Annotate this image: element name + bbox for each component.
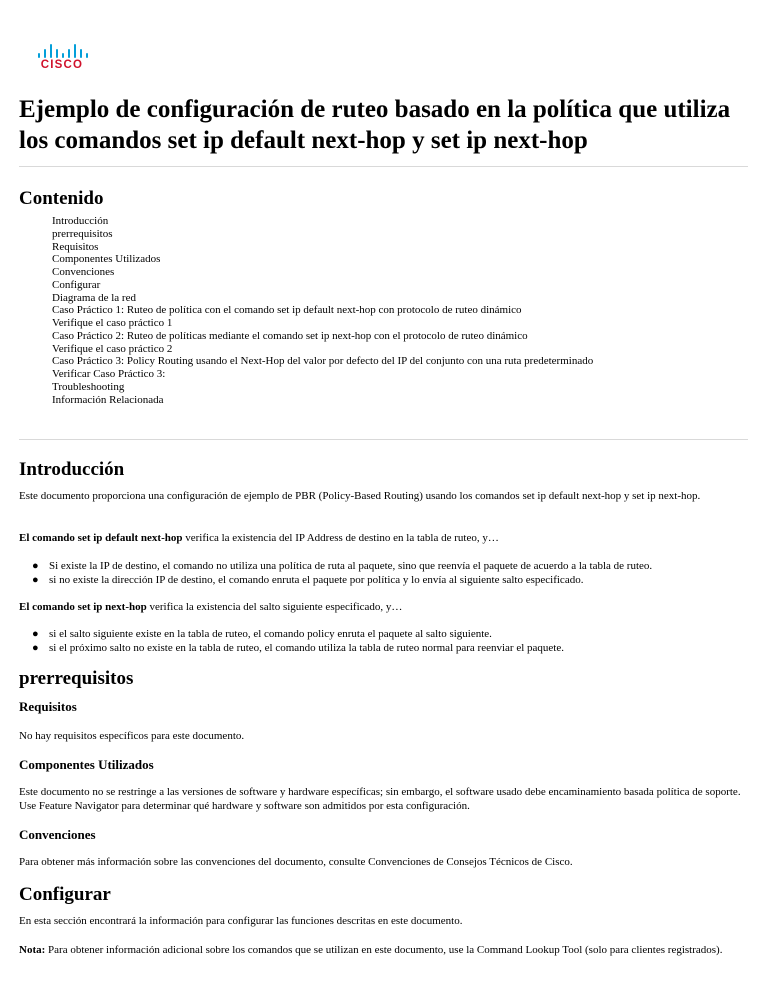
- default-nexthop-cmd: El comando set ip default next-hop: [19, 532, 183, 544]
- note-label: Nota:: [19, 944, 46, 956]
- componentes-text: Este documento no se restringe a las versiones de software y hardware específicas; sin embargo, el software usado debe encaminamiento basada política de soporte. Use Feature Navigator para determinar qué hardware y software son admitidos por esta configuración.: [19, 786, 741, 812]
- toc-link-configurar[interactable]: Configurar: [52, 278, 101, 291]
- cisco-logo-bars-icon: [37, 40, 87, 58]
- toc-link-requisitos[interactable]: Requisitos: [52, 240, 99, 253]
- toc-link-verifique-2[interactable]: Verifique el caso práctico 2: [52, 342, 173, 355]
- toc-link-informacion[interactable]: Información Relacionada: [52, 393, 164, 406]
- page-title: Ejemplo de configuración de ruteo basado en la política que utiliza los comandos set ip default next-hop y set ip next-hop: [19, 96, 731, 154]
- toc-heading: Contenido: [19, 188, 104, 209]
- convenciones-text: Para obtener más información sobre las convenciones del documento, consulte Convenciones de Consejos Técnicos de Cisco.: [19, 856, 573, 868]
- list-item: ● Si existe la IP de destino, el comando no utiliza una política de ruta al paquete, sino que reenvía el paquete de acuerdo a la tabla de ruteo.: [32, 560, 653, 572]
- nexthop-list: [19, 627, 741, 655]
- nexthop-desc: verifica la existencia del salto siguiente especificado, y…: [146, 601, 403, 613]
- section-heading-introduccion: Introducción: [19, 459, 125, 480]
- toc-list: [52, 215, 593, 406]
- subheading-componentes: Componentes Utilizados: [19, 757, 154, 772]
- list-item: ● si el salto siguiente existe en la tabla de ruteo, el comando policy enruta el paquete al salto siguiente.: [32, 628, 492, 640]
- toc-link-caso-3[interactable]: Caso Práctico 3: Policy Routing usando el Next-Hop del valor por defecto del IP del conjunto con una ruta predeterminado: [52, 355, 594, 368]
- toc-link-verificar-3[interactable]: Verificar Caso Práctico 3:: [52, 368, 166, 380]
- default-nexthop-desc: verifica la existencia del IP Address de destino en la tabla de ruteo, y…: [182, 532, 499, 544]
- toc-link-troubleshooting[interactable]: Troubleshooting: [52, 380, 125, 393]
- toc-link-convenciones[interactable]: Convenciones: [52, 266, 115, 278]
- configurar-text: En esta sección encontrará la información para configurar las funciones descritas en este documento.: [19, 915, 463, 927]
- subheading-convenciones: Convenciones: [19, 827, 96, 842]
- list-item: ● si el próximo salto no existe en la tabla de ruteo, el comando utiliza la tabla de ruteo normal para reenviar el paquete.: [32, 642, 564, 654]
- default-nexthop-list: [19, 559, 741, 587]
- toc-link-caso-1[interactable]: Caso Práctico 1: Ruteo de política con el comando set ip default next-hop con protocolo de ruteo dinámico: [52, 304, 522, 317]
- cisco-logo[interactable]: [37, 40, 87, 72]
- toc-link-verifique-1[interactable]: Verifique el caso práctico 1: [52, 317, 173, 329]
- list-item: ● si no existe la dirección IP de destino, el comando enruta el paquete por política y lo envía al siguiente salto especificado.: [32, 574, 584, 586]
- toc-link-caso-2[interactable]: Caso Práctico 2: Ruteo de políticas mediante el comando set ip next-hop con el protocolo de ruteo dinámico: [52, 329, 528, 342]
- nexthop-cmd: El comando set ip next-hop: [19, 601, 147, 613]
- subheading-requisitos: Requisitos: [19, 699, 77, 714]
- cisco-logo-text: CISCO: [40, 59, 84, 71]
- section-heading-prerrequisitos: prerrequisitos: [19, 668, 134, 689]
- section-heading-configurar: Configurar: [19, 884, 111, 905]
- divider: [19, 166, 748, 167]
- toc-link-componentes[interactable]: Componentes Utilizados: [52, 253, 161, 266]
- requisitos-text: No hay requisitos específicos para este documento.: [19, 730, 245, 742]
- note-text: Para obtener información adicional sobre los comandos que se utilizan en este documento, use la Command Lookup Tool (solo para clientes registrados).: [45, 944, 723, 956]
- note-paragraph: [19, 943, 741, 957]
- toc-link-diagrama[interactable]: Diagrama de la red: [52, 291, 136, 304]
- intro-paragraph: Este documento proporciona una configuración de ejemplo de PBR (Policy-Based Routing) usando los comandos set ip default next-hop y set ip next-hop.: [19, 490, 701, 502]
- toc-link-introduccion[interactable]: Introducción: [52, 215, 109, 227]
- nexthop-paragraph: [19, 600, 741, 614]
- toc-link-prerrequisitos[interactable]: prerrequisitos: [52, 227, 113, 240]
- divider: [19, 439, 748, 440]
- default-nexthop-paragraph: [19, 531, 741, 545]
